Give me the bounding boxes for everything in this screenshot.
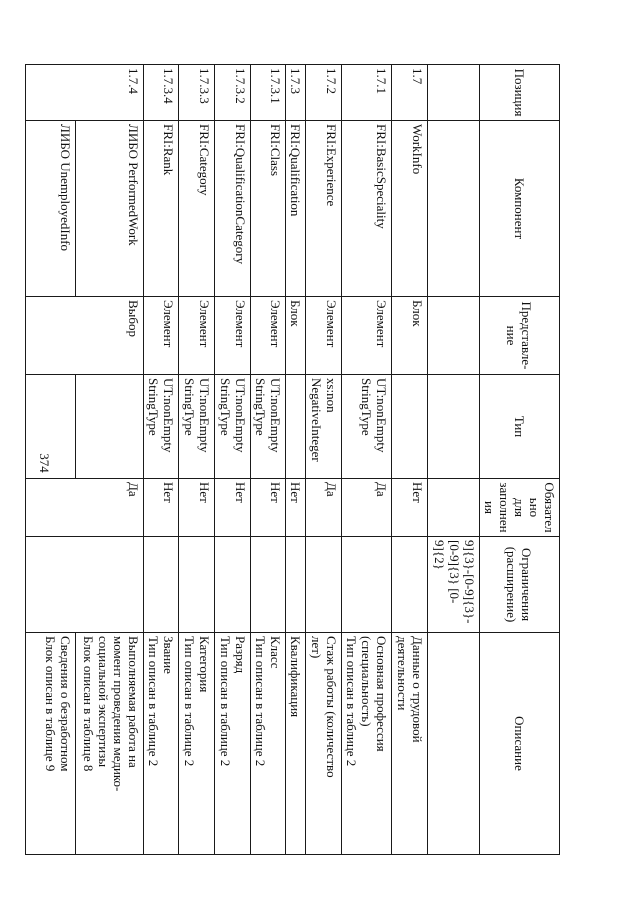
description-line-2: момент проведения медико- xyxy=(111,636,126,792)
cell-representation: Элемент xyxy=(215,297,251,375)
specification-table xyxy=(25,64,560,855)
cell-required: Нет xyxy=(144,479,179,537)
empty-cell xyxy=(428,121,480,297)
table-row xyxy=(306,65,342,855)
cell-type xyxy=(26,375,76,479)
cell-type xyxy=(179,375,215,479)
cell-representation: Блок xyxy=(286,297,306,375)
description-line-1: Сведения о безработном xyxy=(58,636,73,772)
cell-representation: Выбор xyxy=(26,297,144,375)
description-line-1: Выполняемая работа на xyxy=(126,636,141,768)
header-component: Компонент xyxy=(480,121,560,297)
cell-type xyxy=(342,375,392,479)
cell-type xyxy=(392,375,428,479)
cell-component: FRI:Class xyxy=(251,121,286,297)
description-line-2: Тип описан в таблице 2 xyxy=(253,636,268,767)
table-row xyxy=(179,65,215,855)
cell-representation: Элемент xyxy=(251,297,286,375)
cell-limits xyxy=(251,537,286,633)
table-row xyxy=(215,65,251,855)
cell-representation: Блок xyxy=(392,297,428,375)
cell-position: 1.7.3 xyxy=(286,65,306,121)
type-line-1: UT:nonEmpty xyxy=(233,378,248,453)
cell-description xyxy=(144,633,179,855)
cell-required: Нет xyxy=(215,479,251,537)
description-line-4: Блок описан в таблице 8 xyxy=(81,636,96,772)
header-representation-line-2: ние xyxy=(504,325,520,346)
table-header-row xyxy=(480,65,560,855)
pattern-line-1: 9]{3}-[0-9]{3}- xyxy=(462,540,477,624)
cell-limits xyxy=(144,537,179,633)
cell-limits xyxy=(306,537,342,633)
cell-representation: Элемент xyxy=(179,297,215,375)
header-required-line-1: Обязательно xyxy=(527,482,557,533)
cell-description xyxy=(76,633,144,855)
cell-description xyxy=(179,633,215,855)
cell-limits xyxy=(26,537,144,633)
cell-representation: Элемент xyxy=(144,297,179,375)
description-line-2: (специальность) xyxy=(359,636,374,727)
description-line-2: Тип описан в таблице 2 xyxy=(146,636,161,767)
header-description: Описание xyxy=(480,633,560,855)
type-line-2: StringType xyxy=(218,378,233,436)
type-line-1: xs:non xyxy=(324,378,339,413)
pattern-continuation-row xyxy=(428,65,480,855)
type-line-1: UT:nonEmpty xyxy=(374,378,389,453)
cell-component: FRI:Experience xyxy=(306,121,342,297)
type-line-2: StringType xyxy=(253,378,268,436)
cell-description xyxy=(251,633,286,855)
cell-component: FRI:Category xyxy=(179,121,215,297)
type-line-1: UT:nonEmpty xyxy=(161,378,176,453)
cell-position: 1.7.3.1 xyxy=(251,65,286,121)
type-line-2: StringType xyxy=(146,378,161,436)
cell-position: 1.7.4 xyxy=(26,65,144,121)
description-line-2: Тип описан в таблице 2 xyxy=(218,636,233,767)
description-line-2: Блок описан в таблице 9 xyxy=(43,636,58,772)
cell-position: 1.7 xyxy=(392,65,428,121)
cell-limits xyxy=(342,537,392,633)
empty-cell xyxy=(428,375,480,479)
cell-type xyxy=(286,375,306,479)
description-line-1: Разряд xyxy=(233,636,248,674)
cell-position: 1.7.3.4 xyxy=(144,65,179,121)
cell-description xyxy=(26,633,76,855)
cell-component: FRI:Rank xyxy=(144,121,179,297)
cell-component: ЛИБО PerformedWork xyxy=(76,121,144,297)
header-limits-line-1: Ограничения xyxy=(519,547,535,622)
empty-cell xyxy=(428,633,480,855)
table-row xyxy=(342,65,392,855)
cell-position: 1.7.3.2 xyxy=(215,65,251,121)
description-line-2: лет) xyxy=(309,636,324,659)
cell-description xyxy=(392,633,428,855)
cell-required: Нет xyxy=(392,479,428,537)
cell-limits xyxy=(215,537,251,633)
cell-type xyxy=(215,375,251,479)
empty-cell xyxy=(428,65,480,121)
type-line-1: UT:nonEmpty xyxy=(197,378,212,453)
description-line-1: Стаж работы (количество xyxy=(324,636,339,778)
empty-cell xyxy=(428,297,480,375)
cell-required: Нет xyxy=(286,479,306,537)
header-representation-line-1: Представле- xyxy=(519,301,535,370)
cell-representation: Элемент xyxy=(342,297,392,375)
header-required-line-2: для xyxy=(512,497,527,518)
header-required xyxy=(480,479,560,537)
cell-description xyxy=(342,633,392,855)
table-row xyxy=(251,65,286,855)
cell-description xyxy=(215,633,251,855)
choice-alt-row xyxy=(26,65,76,855)
cell-position: 1.7.3.3 xyxy=(179,65,215,121)
cell-component: FRI:Qualification xyxy=(286,121,306,297)
header-limits-line-2: (расширение) xyxy=(504,546,520,623)
cell-limits xyxy=(392,537,428,633)
description-line-3: социальной экспертизы xyxy=(96,636,111,768)
type-line-2: StringType xyxy=(359,378,374,436)
cell-component: WorkInfo xyxy=(392,121,428,297)
cell-component: FRI:QualificationCategory xyxy=(215,121,251,297)
cell-limits xyxy=(286,537,306,633)
description-line-1: Данные о трудовой xyxy=(410,636,425,743)
table-row xyxy=(392,65,428,855)
description-line-1: Квалификация xyxy=(288,636,303,718)
header-representation xyxy=(480,297,560,375)
cell-representation: Элемент xyxy=(306,297,342,375)
pattern-limits-cell xyxy=(428,537,480,633)
cell-required: Да xyxy=(26,479,144,537)
cell-description xyxy=(286,633,306,855)
description-line-1: Основная профессия xyxy=(374,636,389,752)
choice-row xyxy=(76,65,144,855)
description-line-2: деятельности xyxy=(395,636,410,711)
description-line-3: Тип описан в таблице 2 xyxy=(344,636,359,767)
table-row xyxy=(144,65,179,855)
cell-position: 1.7.1 xyxy=(342,65,392,121)
header-limits xyxy=(480,537,560,633)
description-line-1: Класс xyxy=(268,636,283,669)
header-position: Позиция xyxy=(480,65,560,121)
header-required-line-3: заполнения xyxy=(482,482,512,533)
type-line-2: StringType xyxy=(182,378,197,436)
type-line-2: NegativeInteger xyxy=(309,378,324,462)
description-line-2: Тип описан в таблице 2 xyxy=(182,636,197,767)
cell-position: 1.7.2 xyxy=(306,65,342,121)
cell-required: Да xyxy=(306,479,342,537)
description-line-1: Звание xyxy=(161,636,176,674)
cell-type xyxy=(144,375,179,479)
type-line-1: UT:nonEmpty xyxy=(268,378,283,453)
cell-component: ЛИБО UnemployedInfo xyxy=(26,121,76,297)
cell-limits xyxy=(179,537,215,633)
pattern-line-3: 9]{2} xyxy=(432,540,447,570)
cell-component: FRI:BasicSpeciality xyxy=(342,121,392,297)
description-line-1: Категория xyxy=(197,636,212,693)
cell-type xyxy=(251,375,286,479)
table-row xyxy=(286,65,306,855)
page-number: 374 xyxy=(37,453,52,473)
header-type: Тип xyxy=(480,375,560,479)
cell-description xyxy=(306,633,342,855)
cell-required: Да xyxy=(342,479,392,537)
cell-required: Нет xyxy=(179,479,215,537)
cell-type xyxy=(306,375,342,479)
pattern-line-2: [0-9]{3} [0- xyxy=(447,540,462,604)
empty-cell xyxy=(428,479,480,537)
cell-type xyxy=(76,375,144,479)
cell-required: Нет xyxy=(251,479,286,537)
